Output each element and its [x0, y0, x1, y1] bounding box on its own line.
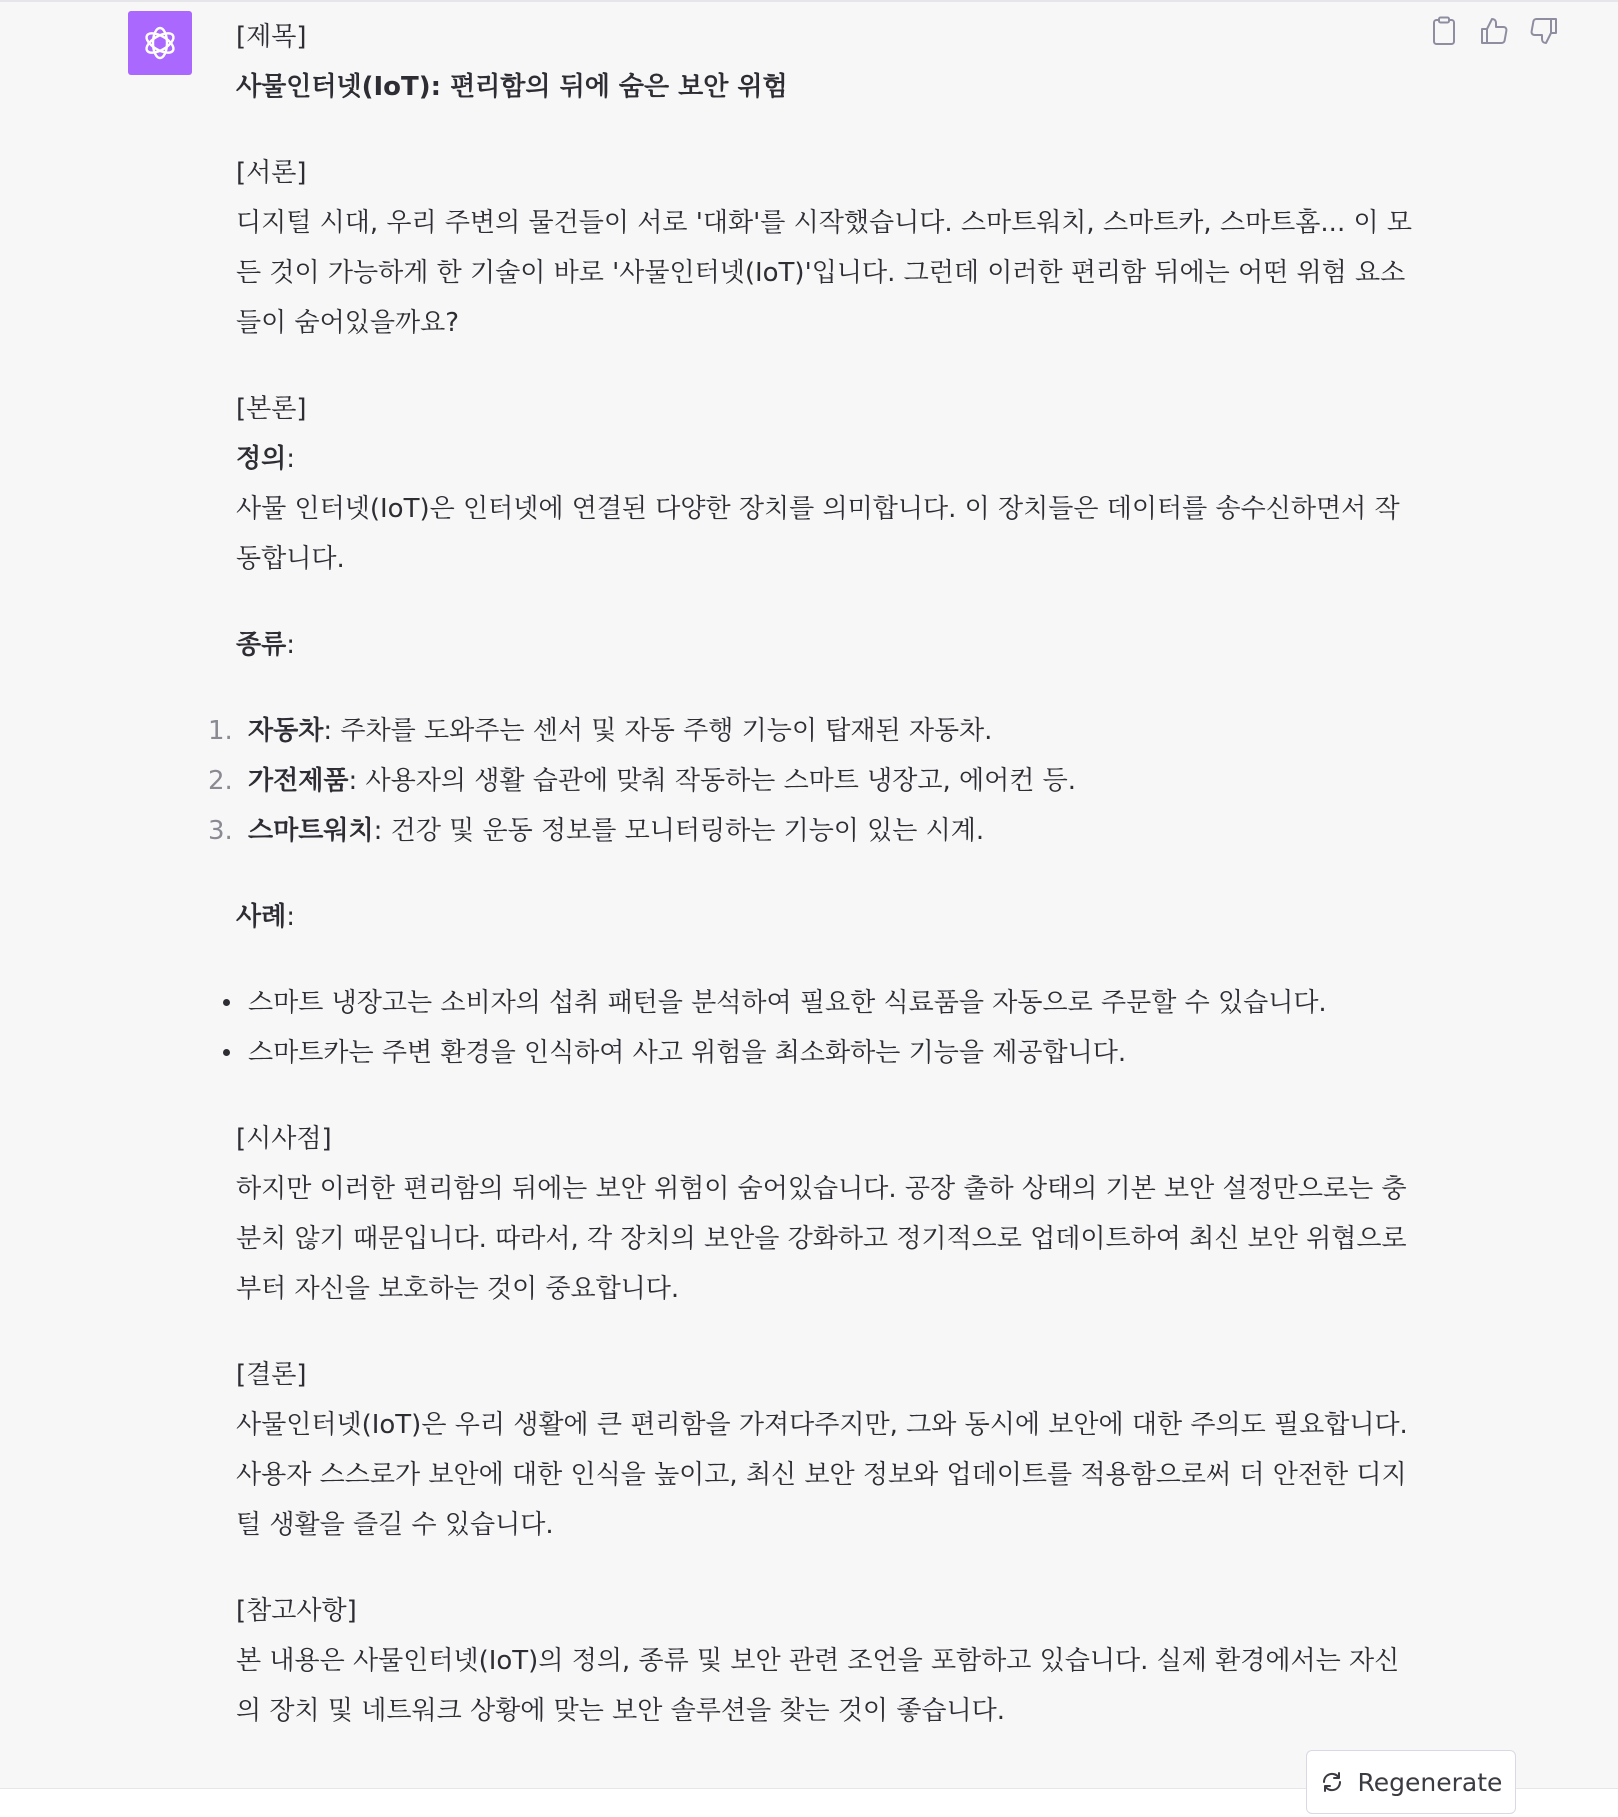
copy-button[interactable]: [1428, 14, 1460, 48]
implication-text: 하지만 이러한 편리함의 뒤에는 보안 위험이 숨어있습니다. 공장 출하 상태의 기본 보안 설정만으로는 충분치 않기 때문입니다. 따라서, 각 장치의 보안을 강화하고 정기적으로 업데이트하여 최신 보안 위협으로부터 자신을 보호하는 것이 중요합니다.: [236, 1174, 1407, 1304]
list-number: 2.: [208, 766, 233, 796]
openai-logo-icon: [140, 23, 180, 63]
list-item: 스마트카는 주변 환경을 인식하여 사고 위험을 최소화하는 기능을 제공합니다.: [208, 1028, 1388, 1078]
list-item: 2. 가전제품: 사용자의 생활 습관에 맞춰 작동하는 스마트 냉장고, 에어컨 등.: [208, 756, 1388, 806]
message-actions: [1428, 14, 1560, 48]
clipboard-icon: [1431, 16, 1457, 46]
type-term: 가전제품: [248, 766, 349, 796]
cases-list: [208, 978, 1388, 1078]
like-button[interactable]: [1478, 14, 1510, 48]
conclusion-label: [결론]: [236, 1360, 307, 1390]
reference-label: [참고사항]: [236, 1596, 357, 1626]
thumbs-down-icon: [1529, 16, 1559, 46]
type-term: 자동차: [248, 716, 324, 746]
cases-line: 사례:: [236, 902, 295, 932]
article-title: 사물인터넷(IoT): 편리함의 뒤에 숨은 보안 위험: [236, 72, 788, 102]
regenerate-label: Regenerate: [1357, 1767, 1503, 1797]
type-desc: 건강 및 운동 정보를 모니터링하는 기능이 있는 시계.: [390, 816, 985, 846]
types-line: 종류:: [236, 630, 295, 660]
type-desc: 사용자의 생활 습관에 맞춰 작동하는 스마트 냉장고, 에어컨 등.: [365, 766, 1077, 796]
types-heading: 종류: [236, 630, 287, 660]
intro-label: [서론]: [236, 158, 307, 188]
body-label: [본론]: [236, 394, 307, 424]
definition-text: 사물 인터넷(IoT)은 인터넷에 연결된 다양한 장치를 의미합니다. 이 장치들은 데이터를 송수신하면서 작동합니다.: [236, 494, 1400, 574]
cases-heading: 사례: [236, 902, 287, 932]
dislike-button[interactable]: [1528, 14, 1560, 48]
intro-text: 디지털 시대, 우리 주변의 물건들이 서로 '대화'를 시작했습니다. 스마트워치, 스마트카, 스마트홈... 이 모든 것이 가능하게 한 기술이 바로 '사물인터넷(IoT)'입니다. 그런데 이러한 편리함 뒤에는 어떤 위험 요소들이 숨어있을까요?: [236, 208, 1412, 338]
list-item: 3. 스마트워치: 건강 및 운동 정보를 모니터링하는 기능이 있는 시계.: [208, 806, 1388, 856]
list-number: 1.: [208, 716, 233, 746]
refresh-icon: [1320, 1770, 1344, 1794]
assistant-message: [208, 12, 1416, 1736]
regenerate-button[interactable]: [1306, 1750, 1516, 1814]
definition-heading: 정의: [236, 444, 287, 474]
type-desc: 주차를 도와주는 센서 및 자동 주행 기능이 탑재된 자동차.: [340, 716, 993, 746]
list-item: 스마트 냉장고는 소비자의 섭취 패턴을 분석하여 필요한 식료품을 자동으로 주문할 수 있습니다.: [208, 978, 1388, 1028]
list-number: 3.: [208, 816, 233, 846]
title-label: [제목]: [236, 22, 307, 52]
implication-label: [시사점]: [236, 1124, 332, 1154]
assistant-avatar: [128, 11, 192, 75]
thumbs-up-icon: [1479, 16, 1509, 46]
type-term: 스마트워치: [248, 816, 374, 846]
definition-line: 정의:: [236, 444, 295, 474]
top-divider: [0, 0, 1618, 2]
reference-text: 본 내용은 사물인터넷(IoT)의 정의, 종류 및 보안 관련 조언을 포함하고 있습니다. 실제 환경에서는 자신의 장치 및 네트워크 상황에 맞는 보안 솔루션을 찾는 것이 좋습니다.: [236, 1646, 1400, 1726]
types-list: [208, 706, 1388, 856]
conclusion-text: 사물인터넷(IoT)은 우리 생활에 큰 편리함을 가져다주지만, 그와 동시에 보안에 대한 주의도 필요합니다. 사용자 스스로가 보안에 대한 인식을 높이고, 최신 보안 정보와 업데이트를 적용함으로써 더 안전한 디지털 생활을 즐길 수 있습니다.: [236, 1410, 1408, 1540]
list-item: 1. 자동차: 주차를 도와주는 센서 및 자동 주행 기능이 탑재된 자동차.: [208, 706, 1388, 756]
